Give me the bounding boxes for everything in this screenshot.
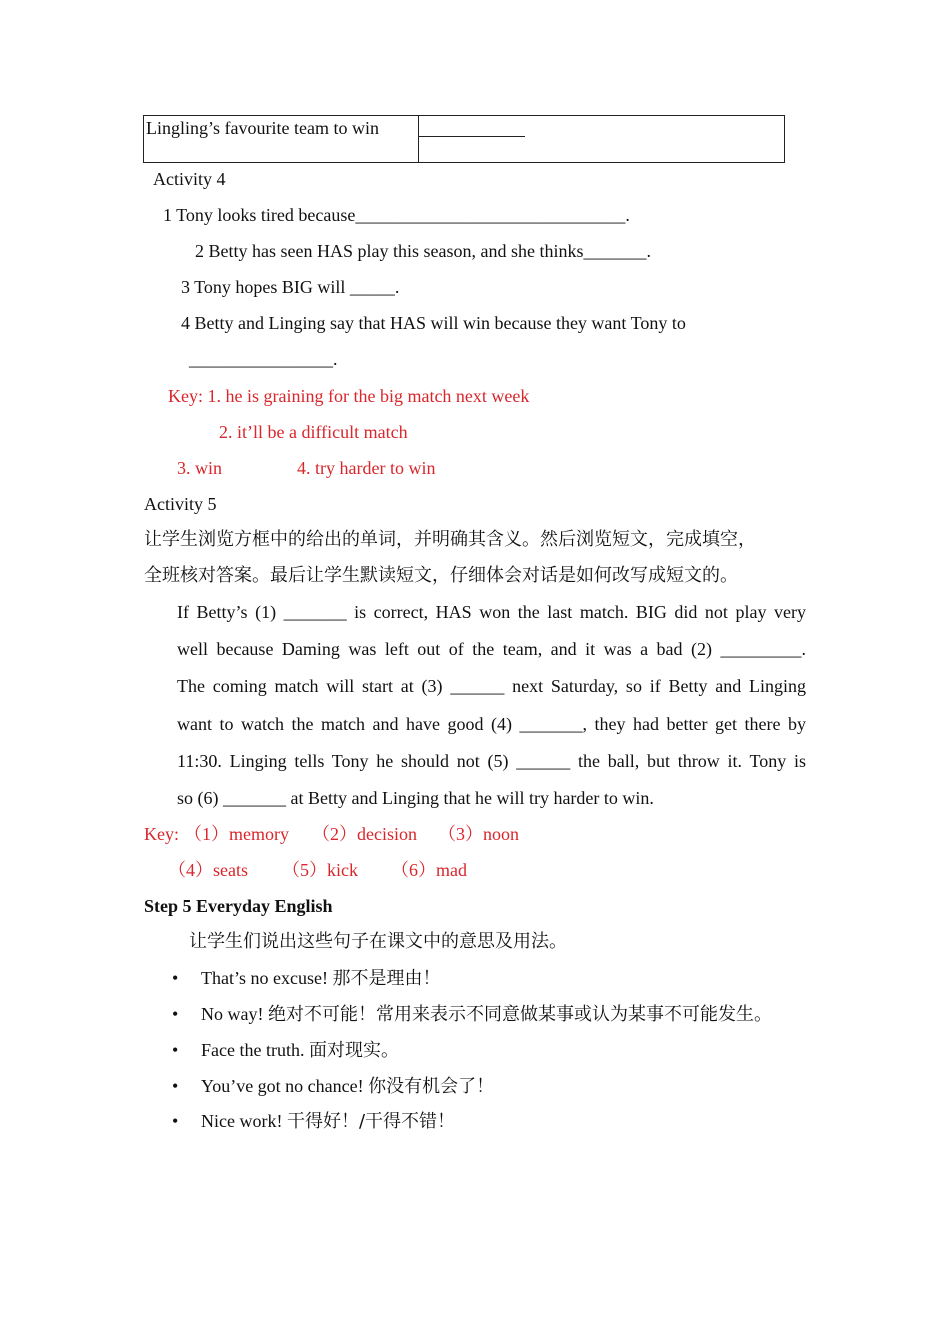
activity5-instruction-1: 让学生浏览方框中的给出的单词，并明确其含义。然后浏览短文，完成填空， xyxy=(144,529,756,550)
activity5-key-4: （4）seats xyxy=(168,860,248,880)
table-label: Lingling’s favourite team to win xyxy=(146,118,379,138)
activity4-key-4: 4. try harder to win xyxy=(297,458,436,478)
phrase-chinese: 你没有机会了！ xyxy=(368,1076,495,1097)
activity4-key-3: 3. win xyxy=(177,458,222,478)
phrase-item xyxy=(201,966,440,991)
bullet-icon: • xyxy=(172,968,179,988)
table-row xyxy=(144,116,785,163)
team-table xyxy=(143,115,785,163)
phrase-chinese: 干得好！/干得不错！ xyxy=(286,1111,456,1132)
passage-line-4: want to watch the match and have good (4) _______, they had better get there by xyxy=(177,714,806,734)
passage-line-1: If Betty’s (1) _______ is correct, HAS won the last match. BIG did not play very xyxy=(177,602,806,622)
answer-blank-line xyxy=(419,136,525,137)
bullet-icon: • xyxy=(172,1040,179,1060)
activity4-question-4-blank: ________________. xyxy=(189,349,338,369)
table-answer-cell xyxy=(419,116,785,163)
activity5-key-3: （3）noon xyxy=(438,824,519,844)
table-label-cell xyxy=(144,116,419,163)
passage-line-6: so (6) _______ at Betty and Linging that he will try harder to win. xyxy=(177,788,654,808)
activity5-key-6: （6）mad xyxy=(391,860,467,880)
phrase-english: That’s no excuse! xyxy=(201,968,328,988)
phrase-english: No way! xyxy=(201,1004,264,1024)
activity4-key-1: Key: 1. he is graining for the big match next week xyxy=(168,386,530,406)
phrase-item xyxy=(201,1109,455,1134)
activity5-title: Activity 5 xyxy=(144,494,217,514)
step5-title: Step 5 Everyday English xyxy=(144,896,333,916)
activity4-question-2: 2 Betty has seen HAS play this season, and she thinks_______. xyxy=(195,241,651,261)
phrase-item xyxy=(201,1038,399,1063)
phrase-chinese: 那不是理由！ xyxy=(332,968,441,989)
activity5-key-5: （5）kick xyxy=(282,860,358,880)
phrase-chinese: 绝对不可能！常用来表示不同意做某事或认为某事不可能发生。 xyxy=(267,1004,772,1025)
activity4-title: Activity 4 xyxy=(153,169,226,189)
passage-line-3: The coming match will start at (3) ______ next Saturday, so if Betty and Linging xyxy=(177,676,806,696)
bullet-icon: • xyxy=(172,1076,179,1096)
activity5-key-1: （1）memory xyxy=(184,824,289,844)
activity5-key-label: Key: xyxy=(144,824,179,844)
phrase-english: Face the truth. xyxy=(201,1040,305,1060)
bullet-icon: • xyxy=(172,1111,179,1131)
activity4-key-2: 2. it’ll be a difficult match xyxy=(219,422,408,442)
phrase-english: Nice work! xyxy=(201,1111,283,1131)
step5-instruction: 让学生们说出这些句子在课文中的意思及用法。 xyxy=(189,931,567,952)
bullet-icon: • xyxy=(172,1004,179,1024)
phrase-item xyxy=(201,1074,494,1099)
phrase-english: You’ve got no chance! xyxy=(201,1076,364,1096)
activity5-key-2: （2）decision xyxy=(312,824,417,844)
phrase-chinese: 面对现实。 xyxy=(308,1040,399,1061)
activity4-question-3: 3 Tony hopes BIG will _____. xyxy=(181,277,400,297)
activity5-instruction-2: 全班核对答案。最后让学生默读短文，仔细体会对话是如何改写成短文的。 xyxy=(144,565,738,586)
passage-line-5: 11:30. Linging tells Tony he should not (5) ______ the ball, but throw it. Tony is xyxy=(177,751,806,771)
phrase-item xyxy=(201,1002,772,1027)
activity4-question-4: 4 Betty and Linging say that HAS will win because they want Tony to xyxy=(181,313,686,333)
activity4-question-1: 1 Tony looks tired because______________________________. xyxy=(163,205,630,225)
passage-line-2: well because Daming was left out of the team, and it was a bad (2) _________. xyxy=(177,639,806,659)
